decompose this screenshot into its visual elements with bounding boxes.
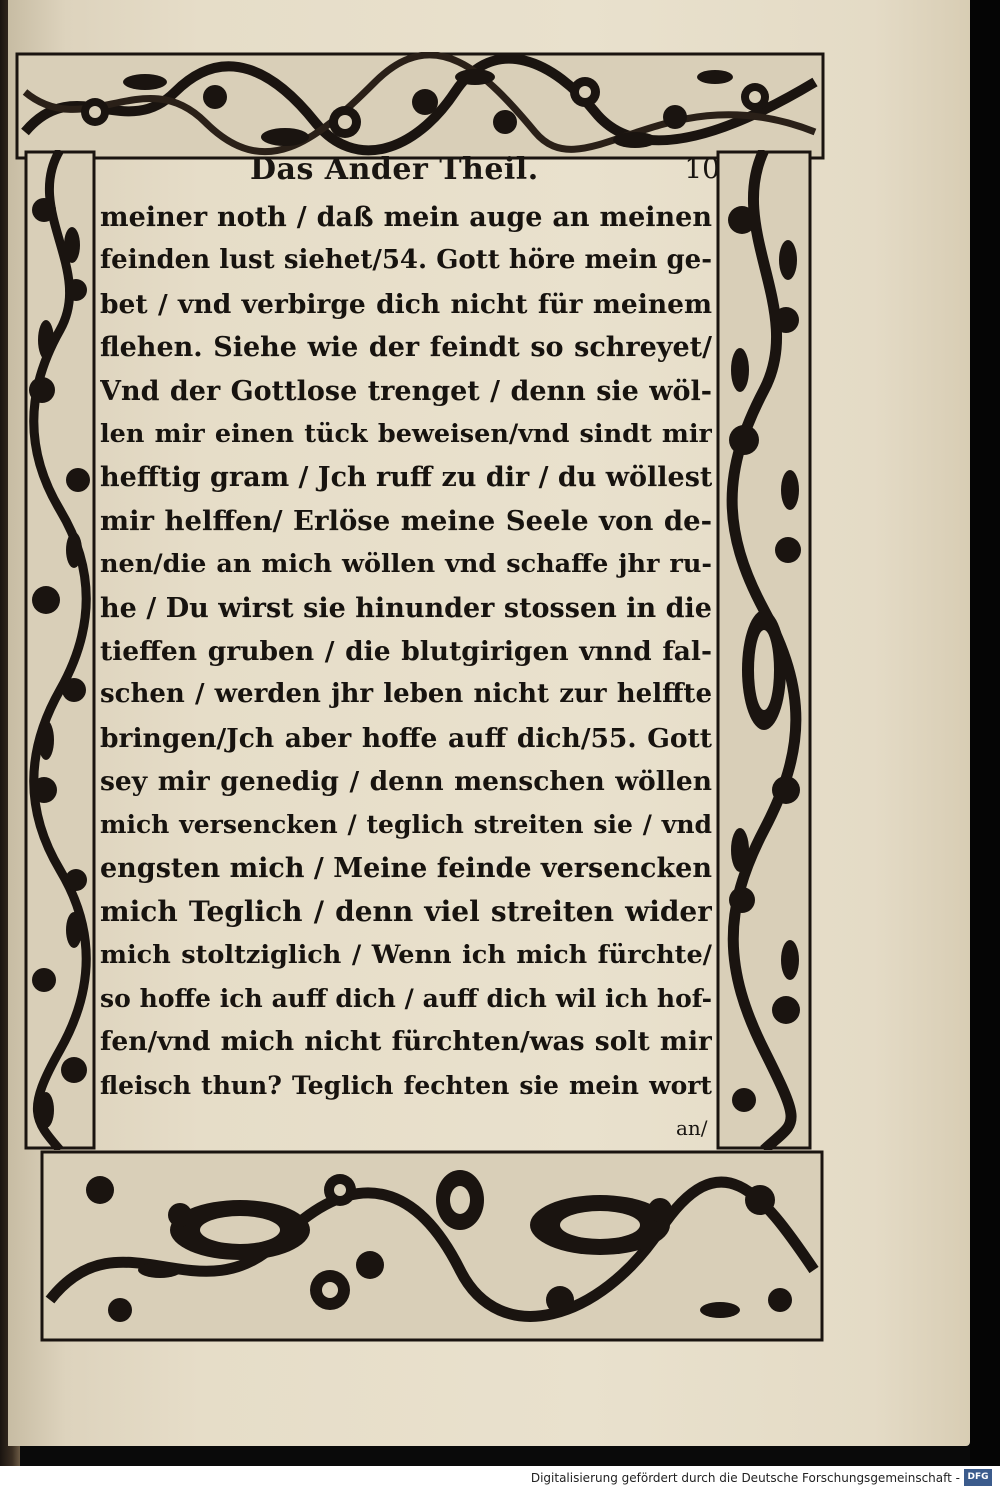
dfg-logo: DFG	[964, 1469, 992, 1486]
page-number: 10	[684, 152, 720, 185]
text-line: mich Teglich / denn viel streiten wider	[100, 895, 712, 929]
right-woodcut-border	[716, 150, 812, 1150]
text-line: bet / vnd verbirge dich nicht für meinem	[100, 288, 712, 320]
text-line: mich stoltziglich / Wenn ich mich fürchte/	[100, 939, 712, 970]
text-line: tieffen gruben / die blutgirigen vnnd fal-	[100, 635, 712, 667]
bottom-woodcut-border	[40, 1150, 824, 1342]
funding-credit: Digitalisierung gefördert durch die Deutsche Forschungsgemeinschaft -	[530, 1471, 960, 1485]
text-line: fen/vnd mich nicht fürchten/was solt mir	[100, 1026, 712, 1058]
catchword: an/	[676, 1116, 708, 1140]
text-line: mir helffen/ Erlöse meine Seele von de-	[100, 504, 712, 537]
running-head	[250, 152, 720, 194]
text-line: so hoffe ich auff dich / auff dich wil ich hof-	[100, 984, 712, 1014]
left-woodcut-border	[24, 150, 96, 1150]
text-line: engsten mich / Meine feinde versencken	[100, 852, 712, 884]
text-line: schen / werden jhr leben nicht zur helffte	[100, 679, 712, 710]
text-line: len mir einen tück beweisen/vnd sindt mir	[100, 418, 712, 449]
body-text	[100, 196, 712, 1107]
top-woodcut-border	[15, 52, 825, 160]
text-line: meiner noth / daß mein auge an meinen	[100, 202, 712, 233]
text-line: mich versencken / teglich streiten sie / vnd	[100, 810, 712, 840]
text-line: nen/die an mich wöllen vnd schaffe jhr ru-	[100, 549, 712, 580]
text-line: bringen/Jch aber hoffe auff dich/55. Gott	[100, 722, 712, 754]
running-head-title: Das Ander Theil.	[250, 152, 539, 187]
page-shadow	[970, 0, 1000, 1466]
text-line: flehen. Siehe wie der feindt so schreyet/	[100, 332, 712, 364]
text-line: fleisch thun? Teglich fechten sie mein wort	[100, 1070, 712, 1100]
footer-bar	[0, 1466, 1000, 1493]
text-line: sey mir genedig / denn menschen wöllen	[100, 766, 712, 798]
text-line: hefftig gram / Jch ruff zu dir / du wöllest	[100, 462, 712, 494]
text-line: Vnd der Gottlose trenget / denn sie wöl-	[100, 375, 712, 407]
text-line: he / Du wirst sie hinunder stossen in die	[100, 592, 712, 624]
text-line: feinden lust siehet/54. Gott höre mein ge-	[100, 245, 712, 276]
